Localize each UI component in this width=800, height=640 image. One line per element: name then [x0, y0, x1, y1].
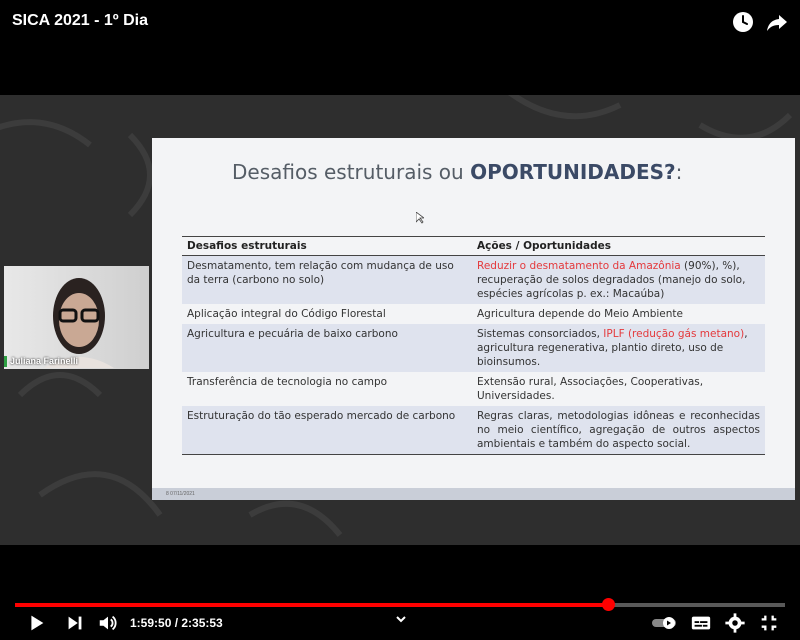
play-button[interactable] [25, 612, 47, 634]
subtitles-icon [690, 612, 712, 634]
share-icon[interactable] [765, 10, 789, 34]
table-cell: Sistemas consorciados, IPLF (redução gás metano), agricultura regenerativa, plantio direto, uso de bioinsumos. [472, 324, 765, 372]
next-button[interactable] [64, 612, 86, 634]
presenter-camera [4, 266, 149, 369]
table-row [182, 372, 765, 406]
settings-button[interactable] [724, 612, 746, 634]
chevron-down-icon[interactable] [394, 612, 408, 626]
video-title[interactable]: SICA 2021 - 1º Dia [12, 12, 148, 29]
settings-icon [724, 612, 746, 634]
table-cell: Aplicação integral do Código Florestal [187, 308, 386, 320]
table-cell: Transferência de tecnologia no campo [187, 376, 388, 388]
table-row [182, 256, 765, 305]
autoplay-toggle-icon [651, 612, 677, 634]
progress-scrubber[interactable] [602, 598, 615, 611]
table-cell: Reduzir o desmatamento da Amazônia (90%), %), recuperação de solos degradados (manejo do solo, espécies agrícolas p. ex.: Macaúba) [472, 256, 765, 305]
progress-played [15, 603, 608, 607]
table-cell: Desmatamento, tem relação com mudança de uso da terra (carbono no solo) [182, 256, 472, 305]
table-header: Desafios estruturais [182, 237, 472, 256]
slide-footer: 8 07/11/2021 [152, 488, 795, 500]
table-row [182, 406, 765, 455]
time-display: 1:59:50 / 2:35:53 [130, 616, 223, 630]
table-row [182, 304, 765, 324]
exit-fullscreen-button[interactable] [758, 612, 780, 634]
table-cell: Agricultura e pecuária de baixo carbono [182, 324, 472, 372]
progress-bar[interactable] [15, 603, 785, 607]
exit-fullscreen-icon [758, 612, 780, 634]
video-frame[interactable] [0, 95, 800, 545]
table-header: Ações / Oportunidades [472, 237, 765, 256]
volume-button[interactable] [97, 612, 119, 634]
table-cell: Agricultura depende do Meio Ambiente [477, 308, 683, 320]
table-cell: Extensão rural, Associações, Cooperativas, Universidades. [477, 376, 704, 402]
slide-title: Desafios estruturais ou OPORTUNIDADES?: [232, 160, 683, 184]
presenter-image [34, 268, 124, 368]
autoplay-toggle[interactable] [651, 612, 677, 634]
presentation-slide [152, 138, 795, 500]
presenter-name: Juliana Farinelli [10, 356, 79, 366]
clock-icon[interactable] [731, 10, 755, 34]
next-icon [64, 612, 86, 634]
play-icon [25, 612, 47, 634]
table-cell: Regras claras, metodologias idôneas e reconhecidas no meio científico, agregação de outros aspectos ambientais e também do aspecto social. [472, 406, 765, 455]
subtitles-button[interactable] [690, 612, 712, 634]
mouse-cursor-icon [416, 212, 424, 224]
volume-icon [97, 612, 119, 634]
table-row [182, 324, 765, 372]
table-cell: Estruturação do tão esperado mercado de carbono [182, 406, 472, 455]
challenges-table [182, 236, 765, 455]
